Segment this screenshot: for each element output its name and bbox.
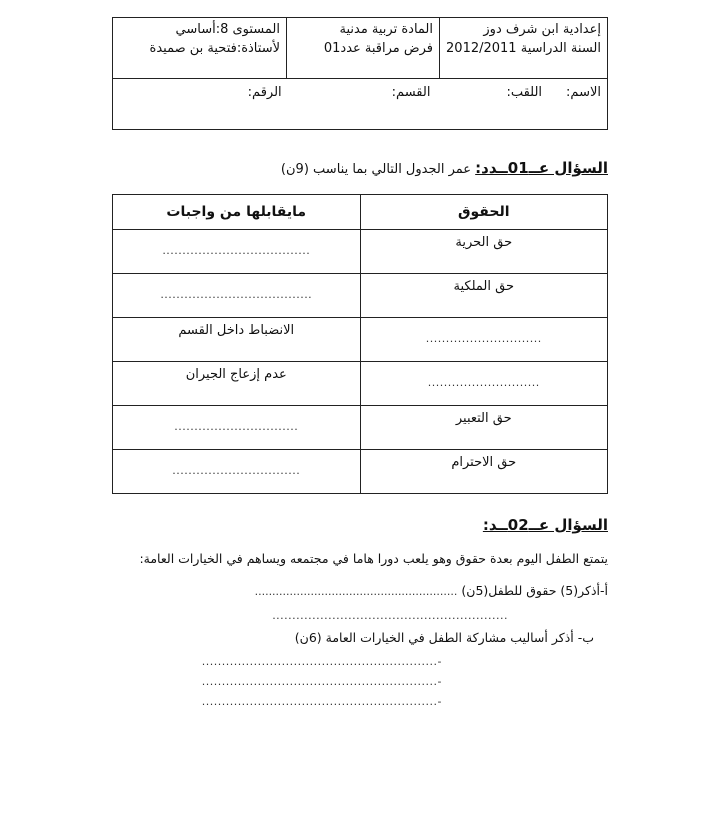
answer-line-row	[112, 691, 608, 711]
subject: المادة تربية مدنية	[339, 22, 433, 37]
surname-label: اللقب:	[506, 85, 543, 100]
table-row	[113, 450, 608, 494]
answer-line-row	[112, 671, 608, 691]
answer-line-row	[112, 651, 608, 671]
answer-line[interactable]: ...........................................................	[272, 609, 508, 622]
right-cell[interactable]: .............................	[360, 318, 608, 362]
table-row	[113, 362, 608, 406]
level: المستوى 8:أساسي	[175, 22, 280, 37]
rights-duties-table	[112, 194, 608, 494]
school-year: السنة الدراسية 2012/2011	[446, 41, 601, 56]
duty-cell: الانضباط داخل القسم	[113, 318, 361, 362]
right-cell: حق التعبير	[360, 406, 608, 450]
table-row	[113, 274, 608, 318]
q2-a-text: أ-أذكر(5) حقوق للطفل(5ن)	[461, 583, 608, 598]
col-rights: الحقوق	[360, 195, 608, 230]
right-cell: حق الاحترام	[360, 450, 608, 494]
exam-page	[112, 17, 608, 711]
school-name: إعدادية ابن شرف دوز	[483, 22, 601, 37]
q2-a	[112, 582, 608, 601]
answer-line[interactable]: ..........................................................	[254, 585, 458, 598]
name-label: الاسم:	[566, 85, 601, 100]
q1-heading	[112, 158, 608, 180]
header-table	[112, 17, 608, 130]
duty-cell[interactable]: ...............................	[113, 406, 361, 450]
right-cell: حق الملكية	[360, 274, 608, 318]
q2-heading	[112, 514, 608, 536]
duty-cell[interactable]: ................................	[113, 450, 361, 494]
duty-cell[interactable]: .....................................	[113, 230, 361, 274]
test-title: فرض مراقبة عدد01	[323, 41, 433, 56]
q1-instruction: عمر الجدول التالي بما يناسب (9ن)	[280, 162, 472, 177]
q2-title: السؤال عــ02ــد:	[482, 516, 608, 534]
q2-paragraph: يتمتع الطفل اليوم بعدة حقوق وهو يلعب دورا هاما في مجتمعه ويساهم في الخيارات العامة:	[139, 551, 608, 566]
student-info-row	[119, 81, 601, 127]
duty-cell[interactable]: ......................................	[113, 274, 361, 318]
col-duties: مايقابلها من واجبات	[113, 195, 361, 230]
answer-line-row	[112, 605, 608, 625]
q1-title: السؤال عــ01ــدد:	[475, 159, 608, 177]
answer-line[interactable]: -...........................................................	[201, 675, 442, 688]
table-row	[113, 406, 608, 450]
answer-line[interactable]: -...........................................................	[201, 695, 442, 708]
teacher: لأستاذة:فتحية بن صميدة	[149, 41, 280, 56]
duty-cell: عدم إزعاج الجيران	[113, 362, 361, 406]
table-row	[113, 318, 608, 362]
number-label: الرقم:	[247, 85, 282, 100]
answer-line[interactable]: -...........................................................	[201, 655, 442, 668]
class-label: القسم:	[391, 85, 431, 100]
right-cell: حق الحرية	[360, 230, 608, 274]
table-row	[113, 230, 608, 274]
q2-b-text: ب- أذكر أساليب مشاركة الطفل في الخيارات العامة (6ن)	[294, 630, 594, 645]
right-cell[interactable]: ............................	[360, 362, 608, 406]
